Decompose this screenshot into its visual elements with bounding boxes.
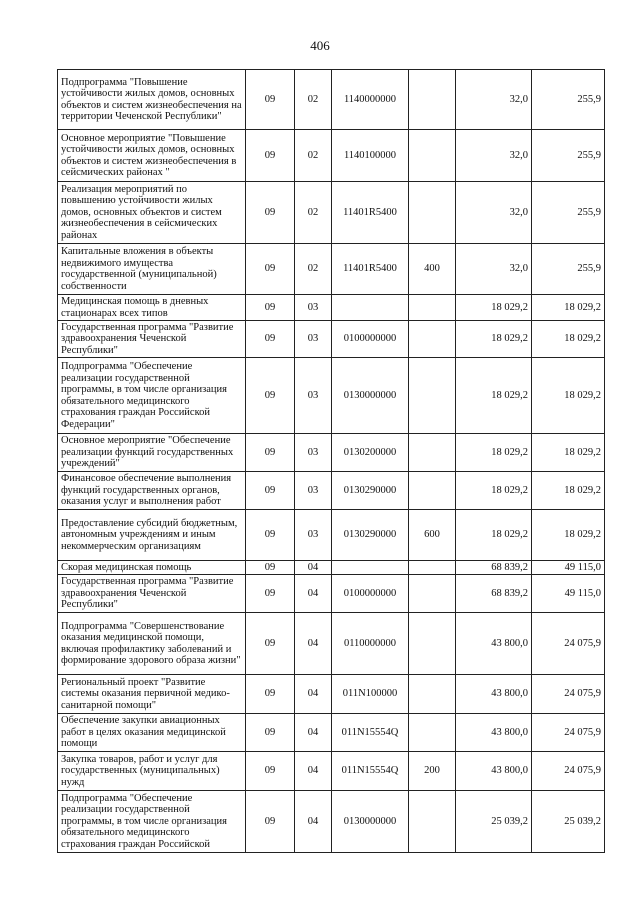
row-expense-type bbox=[409, 182, 456, 244]
row-target-article: 011N100000 bbox=[332, 675, 409, 714]
table-row bbox=[58, 714, 605, 752]
row-section: 09 bbox=[246, 714, 295, 752]
row-amount-2: 18 029,2 bbox=[532, 472, 605, 510]
table-row bbox=[58, 434, 605, 472]
row-amount-2: 18 029,2 bbox=[532, 434, 605, 472]
row-target-article: 11401R5400 bbox=[332, 182, 409, 244]
row-amount-2: 255,9 bbox=[532, 182, 605, 244]
row-amount-1: 32,0 bbox=[456, 70, 532, 130]
row-name: Государственная программа "Развитие здравоохранения Чеченской Республики" bbox=[58, 321, 246, 358]
row-subsection: 03 bbox=[295, 472, 332, 510]
row-subsection: 03 bbox=[295, 358, 332, 434]
row-amount-2: 255,9 bbox=[532, 244, 605, 295]
row-name: Обеспечение закупки авиационных работ в целях оказания медицинской помощи bbox=[58, 714, 246, 752]
row-subsection: 04 bbox=[295, 575, 332, 613]
row-amount-1: 43 800,0 bbox=[456, 613, 532, 675]
row-amount-1: 18 029,2 bbox=[456, 472, 532, 510]
row-section: 09 bbox=[246, 561, 295, 575]
row-expense-type bbox=[409, 714, 456, 752]
row-expense-type bbox=[409, 130, 456, 182]
row-amount-2: 18 029,2 bbox=[532, 510, 605, 561]
row-amount-2: 49 115,0 bbox=[532, 575, 605, 613]
table-row bbox=[58, 752, 605, 791]
row-target-article: 11401R5400 bbox=[332, 244, 409, 295]
row-subsection: 03 bbox=[295, 295, 332, 321]
row-target-article: 0130000000 bbox=[332, 791, 409, 853]
table-row bbox=[58, 510, 605, 561]
row-amount-1: 25 039,2 bbox=[456, 791, 532, 853]
row-amount-1: 18 029,2 bbox=[456, 434, 532, 472]
row-amount-2: 24 075,9 bbox=[532, 675, 605, 714]
row-target-article bbox=[332, 295, 409, 321]
row-amount-1: 43 800,0 bbox=[456, 714, 532, 752]
row-expense-type bbox=[409, 434, 456, 472]
row-expense-type bbox=[409, 675, 456, 714]
page-number: 406 bbox=[310, 38, 330, 53]
row-subsection: 02 bbox=[295, 182, 332, 244]
row-expense-type: 200 bbox=[409, 752, 456, 791]
row-subsection: 04 bbox=[295, 752, 332, 791]
row-name: Подпрограмма "Обеспечение реализации государственной программы, в том числе организация обязательного медицинского страхования граждан Российской Федерации" bbox=[58, 358, 246, 434]
row-expense-type: 400 bbox=[409, 244, 456, 295]
table-row bbox=[58, 295, 605, 321]
row-name: Медицинская помощь в дневных стационарах всех типов bbox=[58, 295, 246, 321]
row-subsection: 03 bbox=[295, 321, 332, 358]
row-amount-1: 18 029,2 bbox=[456, 321, 532, 358]
table-row bbox=[58, 575, 605, 613]
row-name: Подпрограмма "Повышение устойчивости жилых домов, основных объектов и систем жизнеобеспечения на территории Чеченской Республики" bbox=[58, 70, 246, 130]
row-name: Капитальные вложения в объекты недвижимого имущества государственной (муниципальной) собственности bbox=[58, 244, 246, 295]
table-row bbox=[58, 675, 605, 714]
row-subsection: 03 bbox=[295, 510, 332, 561]
row-target-article: 011N15554Q bbox=[332, 714, 409, 752]
row-amount-1: 18 029,2 bbox=[456, 295, 532, 321]
row-amount-1: 32,0 bbox=[456, 130, 532, 182]
row-name: Скорая медицинская помощь bbox=[58, 561, 246, 575]
row-expense-type bbox=[409, 575, 456, 613]
row-subsection: 04 bbox=[295, 714, 332, 752]
row-target-article: 0110000000 bbox=[332, 613, 409, 675]
row-amount-2: 25 039,2 bbox=[532, 791, 605, 853]
row-subsection: 02 bbox=[295, 244, 332, 295]
budget-table bbox=[57, 69, 605, 853]
row-section: 09 bbox=[246, 70, 295, 130]
row-amount-2: 18 029,2 bbox=[532, 321, 605, 358]
row-subsection: 02 bbox=[295, 130, 332, 182]
row-name: Государственная программа "Развитие здравоохранения Чеченской Республики" bbox=[58, 575, 246, 613]
row-name: Основное мероприятие "Повышение устойчивости жилых домов, основных объектов и систем жизнеобеспечения в сейсмических районах " bbox=[58, 130, 246, 182]
row-section: 09 bbox=[246, 752, 295, 791]
row-amount-1: 18 029,2 bbox=[456, 358, 532, 434]
row-expense-type bbox=[409, 358, 456, 434]
row-section: 09 bbox=[246, 791, 295, 853]
row-amount-1: 43 800,0 bbox=[456, 675, 532, 714]
row-name: Финансовое обеспечение выполнения функций государственных органов, оказания услуг и выполнения работ bbox=[58, 472, 246, 510]
row-name: Подпрограмма "Совершенствование оказания медицинской помощи, включая профилактику заболеваний и формирование здорового образа жизни" bbox=[58, 613, 246, 675]
row-name: Реализация мероприятий по повышению устойчивости жилых домов, основных объектов и систем жизнеобеспечения в сейсмических районах bbox=[58, 182, 246, 244]
row-name: Основное мероприятие "Обеспечение реализации функций государственных учреждений" bbox=[58, 434, 246, 472]
table-row bbox=[58, 791, 605, 853]
row-amount-2: 255,9 bbox=[532, 70, 605, 130]
row-amount-2: 255,9 bbox=[532, 130, 605, 182]
row-target-article: 011N15554Q bbox=[332, 752, 409, 791]
row-expense-type bbox=[409, 70, 456, 130]
row-target-article: 1140000000 bbox=[332, 70, 409, 130]
row-section: 09 bbox=[246, 675, 295, 714]
table-row bbox=[58, 321, 605, 358]
row-section: 09 bbox=[246, 472, 295, 510]
row-target-article: 0130290000 bbox=[332, 510, 409, 561]
row-amount-1: 32,0 bbox=[456, 182, 532, 244]
row-amount-2: 49 115,0 bbox=[532, 561, 605, 575]
row-expense-type bbox=[409, 295, 456, 321]
row-amount-1: 68 839,2 bbox=[456, 561, 532, 575]
row-section: 09 bbox=[246, 358, 295, 434]
row-subsection: 04 bbox=[295, 613, 332, 675]
row-section: 09 bbox=[246, 321, 295, 358]
row-section: 09 bbox=[246, 244, 295, 295]
row-subsection: 04 bbox=[295, 675, 332, 714]
row-expense-type bbox=[409, 791, 456, 853]
row-name: Региональный проект "Развитие системы оказания первичной медико-санитарной помощи" bbox=[58, 675, 246, 714]
row-name: Подпрограмма "Обеспечение реализации государственной программы, в том числе организация обязательного медицинского страхования граждан Российской bbox=[58, 791, 246, 853]
table-row bbox=[58, 561, 605, 575]
table-row bbox=[58, 70, 605, 130]
row-amount-2: 24 075,9 bbox=[532, 714, 605, 752]
row-section: 09 bbox=[246, 130, 295, 182]
row-subsection: 02 bbox=[295, 70, 332, 130]
row-amount-1: 32,0 bbox=[456, 244, 532, 295]
table-row bbox=[58, 613, 605, 675]
row-subsection: 04 bbox=[295, 791, 332, 853]
row-section: 09 bbox=[246, 575, 295, 613]
row-section: 09 bbox=[246, 182, 295, 244]
row-section: 09 bbox=[246, 613, 295, 675]
row-name: Предоставление субсидий бюджетным, автономным учреждениям и иным некоммерческим организациям bbox=[58, 510, 246, 561]
row-amount-2: 24 075,9 bbox=[532, 752, 605, 791]
row-amount-2: 18 029,2 bbox=[532, 295, 605, 321]
table-row bbox=[58, 130, 605, 182]
table-row bbox=[58, 472, 605, 510]
row-subsection: 04 bbox=[295, 561, 332, 575]
row-target-article: 0130200000 bbox=[332, 434, 409, 472]
row-amount-1: 18 029,2 bbox=[456, 510, 532, 561]
row-target-article: 0130000000 bbox=[332, 358, 409, 434]
row-expense-type bbox=[409, 472, 456, 510]
table-row bbox=[58, 182, 605, 244]
row-section: 09 bbox=[246, 510, 295, 561]
row-expense-type bbox=[409, 561, 456, 575]
table-row bbox=[58, 244, 605, 295]
row-subsection: 03 bbox=[295, 434, 332, 472]
row-target-article: 0100000000 bbox=[332, 321, 409, 358]
row-amount-2: 18 029,2 bbox=[532, 358, 605, 434]
row-target-article: 0100000000 bbox=[332, 575, 409, 613]
row-expense-type bbox=[409, 321, 456, 358]
row-target-article bbox=[332, 561, 409, 575]
row-expense-type bbox=[409, 613, 456, 675]
row-section: 09 bbox=[246, 434, 295, 472]
row-amount-1: 68 839,2 bbox=[456, 575, 532, 613]
row-expense-type: 600 bbox=[409, 510, 456, 561]
table-row bbox=[58, 358, 605, 434]
row-amount-2: 24 075,9 bbox=[532, 613, 605, 675]
row-name: Закупка товаров, работ и услуг для государственных (муниципальных) нужд bbox=[58, 752, 246, 791]
row-target-article: 0130290000 bbox=[332, 472, 409, 510]
row-amount-1: 43 800,0 bbox=[456, 752, 532, 791]
row-section: 09 bbox=[246, 295, 295, 321]
row-target-article: 1140100000 bbox=[332, 130, 409, 182]
